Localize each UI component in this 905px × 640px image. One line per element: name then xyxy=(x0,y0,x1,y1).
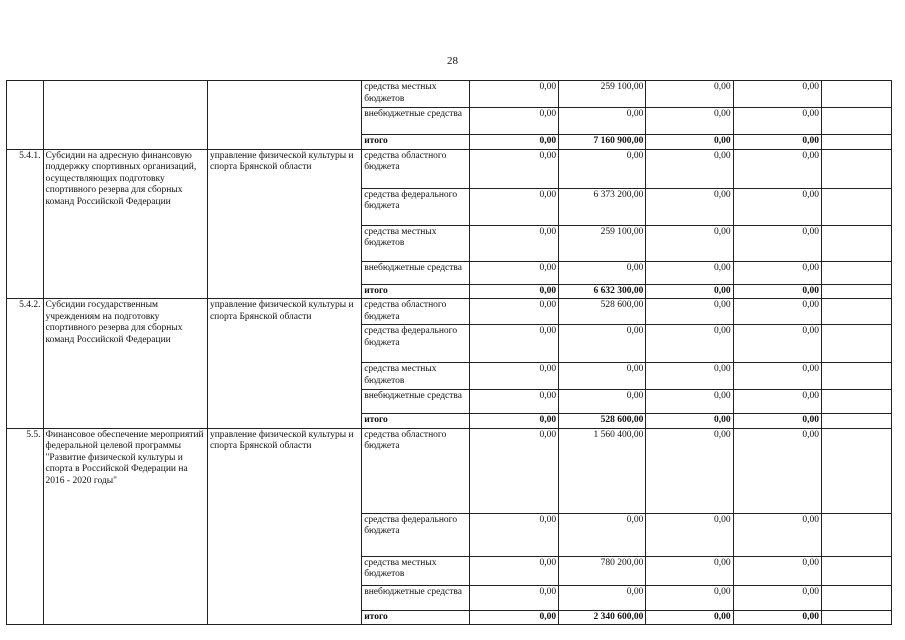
source-label: средства областного бюджета xyxy=(362,149,470,188)
value-cell: 0,00 xyxy=(733,225,821,261)
item-executor: управление физической культуры и спорта Брянской области xyxy=(207,299,361,429)
value-cell: 780 200,00 xyxy=(559,556,646,585)
source-label: внебюджетные средства xyxy=(362,261,470,284)
empty-cell xyxy=(821,261,891,284)
total-value: 0,00 xyxy=(469,610,558,625)
empty-cell xyxy=(821,108,891,135)
value-cell: 0,00 xyxy=(733,390,821,414)
item-name: Субсидии государственным учреждениям на подготовку спортивного резерва для сборных команд Российской Федерации xyxy=(43,299,207,429)
value-cell: 528 600,00 xyxy=(559,299,646,325)
value-cell: 0,00 xyxy=(646,188,733,225)
value-cell: 0,00 xyxy=(559,149,646,188)
total-value: 7 160 900,00 xyxy=(559,135,646,150)
source-label: средства федерального бюджета xyxy=(362,513,470,556)
value-cell: 0,00 xyxy=(559,390,646,414)
total-value: 0,00 xyxy=(469,135,558,150)
value-cell: 0,00 xyxy=(646,513,733,556)
value-cell: 0,00 xyxy=(469,108,558,135)
value-cell: 0,00 xyxy=(733,513,821,556)
source-label: средства местных бюджетов xyxy=(362,225,470,261)
value-cell: 0,00 xyxy=(733,261,821,284)
total-value: 0,00 xyxy=(646,414,733,429)
value-cell: 0,00 xyxy=(469,188,558,225)
value-cell: 0,00 xyxy=(733,81,821,108)
page-number: 28 xyxy=(447,55,458,67)
value-cell: 0,00 xyxy=(559,513,646,556)
empty-cell xyxy=(821,390,891,414)
empty-cell xyxy=(821,225,891,261)
empty-cell xyxy=(821,513,891,556)
table-row xyxy=(7,81,892,108)
total-value: 528 600,00 xyxy=(559,414,646,429)
value-cell: 0,00 xyxy=(469,261,558,284)
source-label: средства федерального бюджета xyxy=(362,325,470,363)
total-label: итого xyxy=(362,284,470,299)
empty-cell xyxy=(821,414,891,429)
item-code: 5.4.2. xyxy=(7,299,44,429)
value-cell: 0,00 xyxy=(646,149,733,188)
table-row xyxy=(7,299,892,325)
empty-cell xyxy=(821,81,891,108)
value-cell: 0,00 xyxy=(469,325,558,363)
value-cell: 0,00 xyxy=(469,556,558,585)
value-cell: 0,00 xyxy=(469,513,558,556)
source-label: средства местных бюджетов xyxy=(362,81,470,108)
name-cell xyxy=(43,81,207,150)
item-name: Субсидии на адресную финансовую поддержку спортивных организаций, осуществляющих подготовку спортивного резерва для сборных команд Российской Федерации xyxy=(43,149,207,299)
value-cell: 0,00 xyxy=(469,225,558,261)
source-label: внебюджетные средства xyxy=(362,390,470,414)
total-value: 2 340 600,00 xyxy=(559,610,646,625)
executor-cell xyxy=(207,81,361,150)
empty-cell xyxy=(821,585,891,610)
total-label: итого xyxy=(362,414,470,429)
value-cell: 0,00 xyxy=(646,363,733,390)
source-label: средства областного бюджета xyxy=(362,428,470,513)
value-cell: 0,00 xyxy=(559,363,646,390)
value-cell: 0,00 xyxy=(559,261,646,284)
source-label: средства федерального бюджета xyxy=(362,188,470,225)
empty-cell xyxy=(821,188,891,225)
value-cell: 6 373 200,00 xyxy=(559,188,646,225)
value-cell: 259 100,00 xyxy=(559,225,646,261)
item-executor: управление физической культуры и спорта Брянской области xyxy=(207,428,361,625)
value-cell: 0,00 xyxy=(733,556,821,585)
total-value: 0,00 xyxy=(646,610,733,625)
value-cell: 0,00 xyxy=(646,556,733,585)
total-value: 0,00 xyxy=(646,135,733,150)
item-code: 5.5. xyxy=(7,428,44,625)
item-executor: управление физической культуры и спорта Брянской области xyxy=(207,149,361,299)
value-cell: 0,00 xyxy=(733,299,821,325)
value-cell: 0,00 xyxy=(469,363,558,390)
source-label: средства местных бюджетов xyxy=(362,556,470,585)
value-cell: 0,00 xyxy=(646,325,733,363)
empty-cell xyxy=(821,363,891,390)
empty-cell xyxy=(821,610,891,625)
code-cell xyxy=(7,81,44,150)
value-cell: 0,00 xyxy=(469,149,558,188)
value-cell: 0,00 xyxy=(469,81,558,108)
value-cell: 0,00 xyxy=(559,108,646,135)
value-cell: 0,00 xyxy=(733,428,821,513)
value-cell: 0,00 xyxy=(646,390,733,414)
empty-cell xyxy=(821,284,891,299)
value-cell: 0,00 xyxy=(733,188,821,225)
value-cell: 0,00 xyxy=(469,585,558,610)
total-value: 0,00 xyxy=(733,284,821,299)
total-label: итого xyxy=(362,610,470,625)
total-value: 0,00 xyxy=(469,284,558,299)
total-value: 0,00 xyxy=(469,414,558,429)
total-value: 6 632 300,00 xyxy=(559,284,646,299)
value-cell: 0,00 xyxy=(559,325,646,363)
total-value: 0,00 xyxy=(733,610,821,625)
value-cell: 0,00 xyxy=(469,299,558,325)
table-row xyxy=(7,428,892,513)
table-row xyxy=(7,149,892,188)
value-cell: 0,00 xyxy=(733,149,821,188)
value-cell: 1 560 400,00 xyxy=(559,428,646,513)
value-cell: 0,00 xyxy=(733,325,821,363)
source-label: средства областного бюджета xyxy=(362,299,470,325)
value-cell: 0,00 xyxy=(733,363,821,390)
item-name: Финансовое обеспечение мероприятий федеральной целевой программы "Развитие физической культуры и спорта в Российской Федерации на 2016 - 2020 годы" xyxy=(43,428,207,625)
empty-cell xyxy=(821,325,891,363)
source-label: средства местных бюджетов xyxy=(362,363,470,390)
item-code: 5.4.1. xyxy=(7,149,44,299)
value-cell: 0,00 xyxy=(646,225,733,261)
total-value: 0,00 xyxy=(646,284,733,299)
value-cell: 0,00 xyxy=(733,108,821,135)
empty-cell xyxy=(821,556,891,585)
empty-cell xyxy=(821,149,891,188)
budget-table xyxy=(6,80,892,625)
value-cell: 0,00 xyxy=(469,390,558,414)
value-cell: 0,00 xyxy=(646,428,733,513)
value-cell: 0,00 xyxy=(646,585,733,610)
empty-cell xyxy=(821,299,891,325)
empty-cell xyxy=(821,135,891,150)
total-value: 0,00 xyxy=(733,414,821,429)
source-label: внебюджетные средства xyxy=(362,585,470,610)
value-cell: 0,00 xyxy=(646,299,733,325)
total-label: итого xyxy=(362,135,470,150)
empty-cell xyxy=(821,428,891,513)
value-cell: 0,00 xyxy=(646,81,733,108)
total-value: 0,00 xyxy=(733,135,821,150)
value-cell: 259 100,00 xyxy=(559,81,646,108)
value-cell: 0,00 xyxy=(646,261,733,284)
value-cell: 0,00 xyxy=(559,585,646,610)
value-cell: 0,00 xyxy=(646,108,733,135)
source-label: внебюджетные средства xyxy=(362,108,470,135)
value-cell: 0,00 xyxy=(733,585,821,610)
value-cell: 0,00 xyxy=(469,428,558,513)
